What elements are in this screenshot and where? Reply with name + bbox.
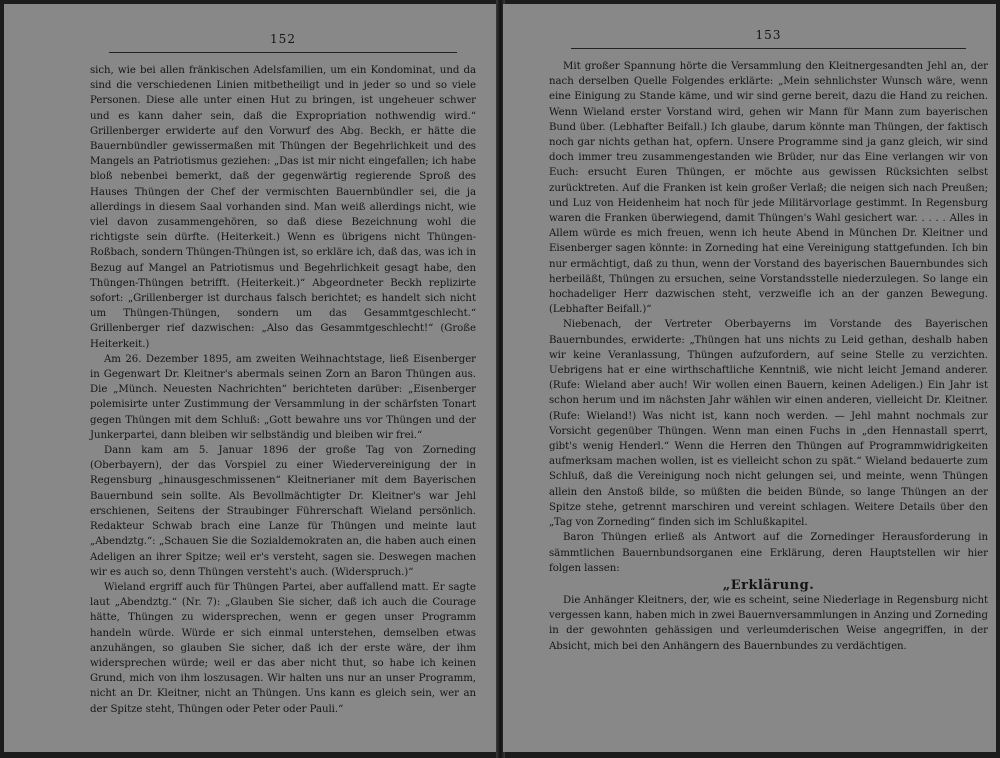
page-number-left: 152 — [270, 32, 296, 46]
page-number-rule-right — [571, 48, 966, 49]
page-number-right: 153 — [755, 28, 782, 42]
paragraph: Niebenach, der Vertreter Oberbayerns im Vorstande des Bayerischen Bauernbundes, erwiderte: „Thüngen hat uns nichts zu Leid gethan, deshalb haben wir keine Veranlassung, Thüngen aufzufordern, auf seine Stelle zu verzichten. Uebrigens hat er eine wirthschaftliche Kenntniß, wie nicht leicht Jemand anderer. (Rufe: Wieland aber auch! Wir wollen einen Bauern, keinen Adeligen.) Ein Jahr ist schon herum und im nächsten Jahr wählen wir einen anderen, vielleicht Dr. Kleitner. (Rufe: Wieland!) Was nicht ist, kann noch werden. — Jehl mahnt nochmals zur Vorsicht gegenüber Thüngen. Wenn man einen Fuchs in „den Hennastall sperrt, gibt's wenig Henderl.“ Wenn die Herren den Thüngen auf Programmwidrigkeiten aufmerksam machen wollen, ist es vielleicht schon zu spät.“ Wieland bedauerte zum Schluß, daß die Vereinigung noch nicht gelungen sei, und meinte, wenn Thüngen allein den Anstoß bilde, so müßten die beiden Bünde, so lange Thüngen an der Spitze stehe, getrennt marschiren und vereint schlagen. Weitere Details über den „Tag von Zorneding“ finden sich im Schlußkapitel. — [549, 319, 988, 529]
paragraph: Die Anhänger Kleitners, der, wie es scheint, seine Niederlage in Regensburg nicht vergessen kann, haben mich in zwei Bauernversammlungen in Anzing und Zorneding in der gewohnten gehässigen und verleumderischen Weise angegriffen, in der Absicht, mich bei den Anhängern des Bauernbundes zu verdächtigen. — [549, 594, 988, 652]
right-page — [503, 4, 996, 752]
paragraph: Am 26. Dezember 1895, am zweiten Weihnachtstage, ließ Eisenberger in Gegenwart Dr. Kleitner's abermals seinen Zorn an Baron Thüngen aus. Die „Münch. Neuesten Nachrichten“ berichteten darüber: „Eisenberger polemisirte unter Zustimmung der Versammlung in der schärfsten Tonart gegen Thüngen mit dem Schluß: „Gott bewahre uns vor Thüngen und der Junkerpartei, dann bleiben wir selbständig und bleiben wir frei.“ — [90, 353, 476, 441]
paragraph: Wieland ergriff auch für Thüngen Partei, aber auffallend matt. Er sagte laut „Abendztg.“ (Nr. 7): „Glauben Sie sicher, daß ich auch die Courage hätte, Thüngen zu widersprechen, wenn er gegen unser Programm handeln würde. Würde er sich einmal unterstehen, demselben etwas anzuhängen, so glauben Sie sicher, daß ich der erste wäre, der ihm widersprechen würde; weil er das aber nicht thut, so habe ich keinen Grund, mich von ihm loszusagen. Wir halten uns nur an unser Programm, nicht an Dr. Kleitner, nicht an Thüngen. Uns kann es gleich sein, wer an der Spitze steht, Thüngen oder Peter oder Pauli.“ — [90, 581, 476, 715]
paragraph: Dann kam am 5. Januar 1896 der große Tag von Zorneding (Oberbayern), der das Vorspiel zu einer Wiedervereinigung der in Regensburg „hinausgeschmissenen“ Kleitnerianer mit dem Bayerischen Bauernbund sein sollte. Als Bevollmächtigter Dr. Kleitner's war Jehl erschienen, Seitens der Straubinger Führerschaft Wieland persönlich. Redakteur Schwab brach eine Lanze für Thüngen und meinte laut „Abendztg.“: „Schauen Sie die Sozialdemokraten an, die haben auch einen Adeligen an ihrer Spitze; weil er's versteht, sagen sie. Deswegen machen wir es auch so, denn Thüngen versteht's auch. (Widerspruch.)“ — [90, 445, 476, 578]
right-page-text — [549, 59, 988, 654]
paragraph: sich, wie bei allen fränkischen Adelsfamilien, um ein Kondominat, und da sind die verschiedenen Linien mitbetheiligt und in jeder so und so viele Personen. Diese alle unter einen Hut zu bringen, ist ungeheuer schwer und es kann daher sein, daß die Expropriation nothwendig wird.“ Grillenberger erwiderte auf den Vorwurf des Abg. Beckh, er hätte die Bauernbündler gewissermaßen mit Thüngen der Begehrlichkeit und des Mangels an Patriotismus geziehen: „Das ist mir nicht eingefallen; ich habe bloß nebenbei bemerkt, daß der gegenwärtig regierende Sproß des Hauses Thüngen der Chef der vermischten Bauernbündler sei, die ja allerdings in diesem Saal vorhanden sind. Man weiß allerdings nicht, wie viel davon zusammengehören, so daß diese Bezeichnung wohl die richtigste sein dürfte. (Heiterkeit.) Wenn es übrigens nicht Thüngen-Roßbach, sondern Thüngen-Thüngen ist, so erkläre ich, daß das, was ich in Bezug auf Mangel an Patriotismus und Begehrlichkeit gesagt habe, den Thüngen-Thüngen betrifft. (Heiterkeit.)“ Abgeordneter Beckh replizirte sofort: „Grillenberger ist durchaus falsch berichtet; es handelt sich nicht um Thüngen-Thüngen, sondern um das Gesammtgeschlecht.“ Grillenberger rief dazwischen: „Also das Gesammtgeschlecht!“ (Große Heiterkeit.) — [90, 65, 476, 350]
section-heading: „Erklärung. — [722, 577, 815, 593]
left-page-text — [90, 63, 476, 717]
left-page — [4, 4, 498, 752]
paragraph: Baron Thüngen erließ als Antwort auf die Zornedinger Herausforderung in sämmtlichen Bauernbundsorganen eine Erklärung, deren Hauptstellen wir hier folgen lassen: — [549, 532, 988, 574]
paragraph: Mit großer Spannung hörte die Versammlung den Kleitnergesandten Jehl an, der nach derselben Quelle Folgendes erklärte: „Mein sehnlichster Wunsch wäre, wenn eine Einigung zu Stande käme, und wir sind gerne bereit, dazu die Hand zu reichen. Wenn Wieland erster Vorstand wird, gehen wir Mann für Mann zum bayerischen Bund über. (Lebhafter Beifall.) Ich glaube, darum könnte man Thüngen, der faktisch noch gar nichts gethan hat, opfern. Unsere Programme sind ja ganz gleich, wir sind doch immer treu zusammengestanden wie Brüder, nur das Eine verlangen wir von Euch: ersucht Euren Thüngen, er möchte aus gewissen Rücksichten selbst zurücktreten. Auf die Franken ist kein großer Verlaß; die neigen sich nach Preußen; und Luz von Heidenheim hat noch für jede Militärvorlage gestimmt. In Regensburg waren die Franken überwiegend, damit Thüngen's Wahl gesichert war. . . . . Alles in Allem würde es mich freuen, wenn ich heute Abend in München Dr. Kleitner und Eisenberger sagen könnte: in Zorneding hat eine Vereinigung stattgefunden. Ich bin nur ermächtigt, daß zu thun, wenn der Vorstand des bayerischen Bauernbundes sich herbeiläßt, Thüngen zu ersuchen, seine Vorstandsstelle niederzulegen. So lange ein hochadeliger Herr dazwischen steht, verzweifle ich an der ganzen Bewegung. (Lebhafter Beifall.)“ — [549, 61, 988, 316]
page-number-rule-left — [109, 52, 456, 53]
